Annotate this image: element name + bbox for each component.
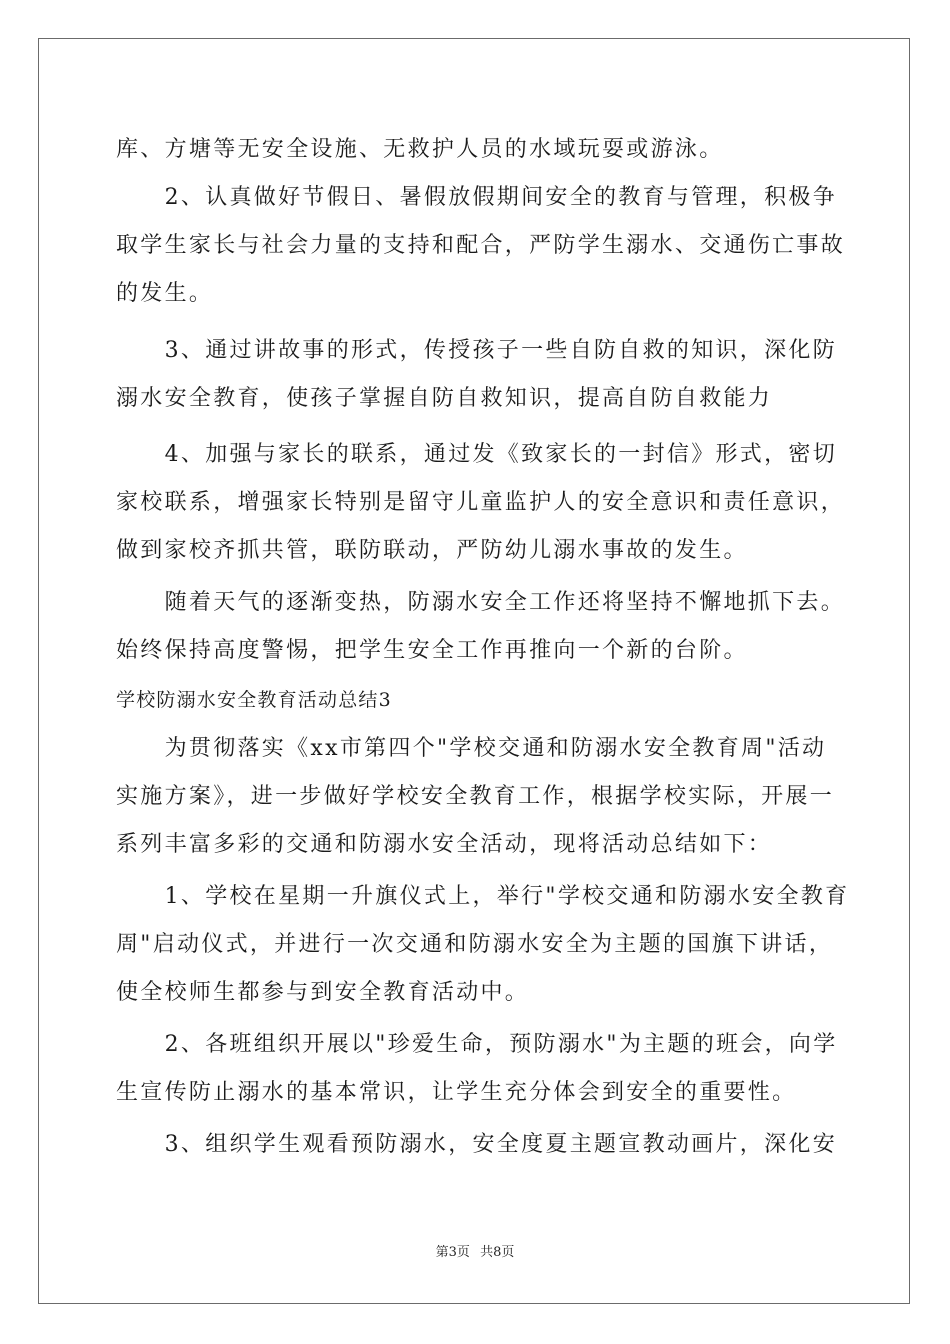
text-line: 做到家校齐抓共管，联防联动，严防幼儿溺水事故的发生。 (116, 538, 748, 563)
text-line: 取学生家长与社会力量的支持和配合，严防学生溺水、交通伤亡事故 (116, 233, 846, 258)
text-line: 随着天气的逐渐变热，防溺水安全工作还将坚持不懈地抓下去。 (116, 590, 846, 615)
section-heading: 学校防溺水安全教育活动总结3 (116, 689, 392, 711)
text-line: 周"启动仪式，并进行一次交通和防溺水安全为主题的国旗下讲话， (116, 932, 834, 957)
text-line: 家校联系，增强家长特别是留守儿童监护人的安全意识和责任意识， (116, 490, 846, 515)
text-line: 生宣传防止溺水的基本常识，让学生充分体会到安全的重要性。 (116, 1080, 797, 1105)
page-footer (0, 1245, 950, 1261)
text-line: 3、组织学生观看预防溺水，安全度夏主题宣教动画片，深化安 (116, 1132, 837, 1157)
text-line: 2、各班组织开展以"珍爱生命，预防溺水"为主题的班会，向学 (116, 1032, 838, 1057)
text-line: 为贯彻落实《xx市第四个"学校交通和防溺水安全教育周"活动 (116, 736, 827, 761)
text-line: 库、方塘等无安全设施、无救护人员的水域玩耍或游泳。 (116, 137, 724, 162)
text-line: 溺水安全教育，使孩子掌握自防自救知识，提高自防自救能力 (116, 386, 773, 411)
text-line: 使全校师生都参与到安全教育活动中。 (116, 980, 530, 1005)
text-line: 2、认真做好节假日、暑假放假期间安全的教育与管理，积极争 (116, 185, 837, 210)
page-number: 第3页 (435, 1245, 470, 1260)
text-line: 3、通过讲故事的形式，传授孩子一些自防自救的知识，深化防 (116, 338, 837, 363)
text-line: 1、学校在星期一升旗仪式上，举行"学校交通和防溺水安全教育 (116, 884, 850, 909)
text-line: 实施方案》，进一步做好学校安全教育工作，根据学校实际，开展一 (116, 784, 835, 809)
text-line: 始终保持高度警惕，把学生安全工作再推向一个新的台阶。 (116, 638, 748, 663)
text-line: 系列丰富多彩的交通和防溺水安全活动，现将活动总结如下： (116, 832, 773, 857)
text-line: 4、加强与家长的联系，通过发《致家长的一封信》形式，密切 (116, 442, 837, 467)
text-line: 的发生。 (116, 281, 214, 306)
page-frame (38, 38, 910, 1304)
page-total: 共8页 (480, 1245, 515, 1260)
